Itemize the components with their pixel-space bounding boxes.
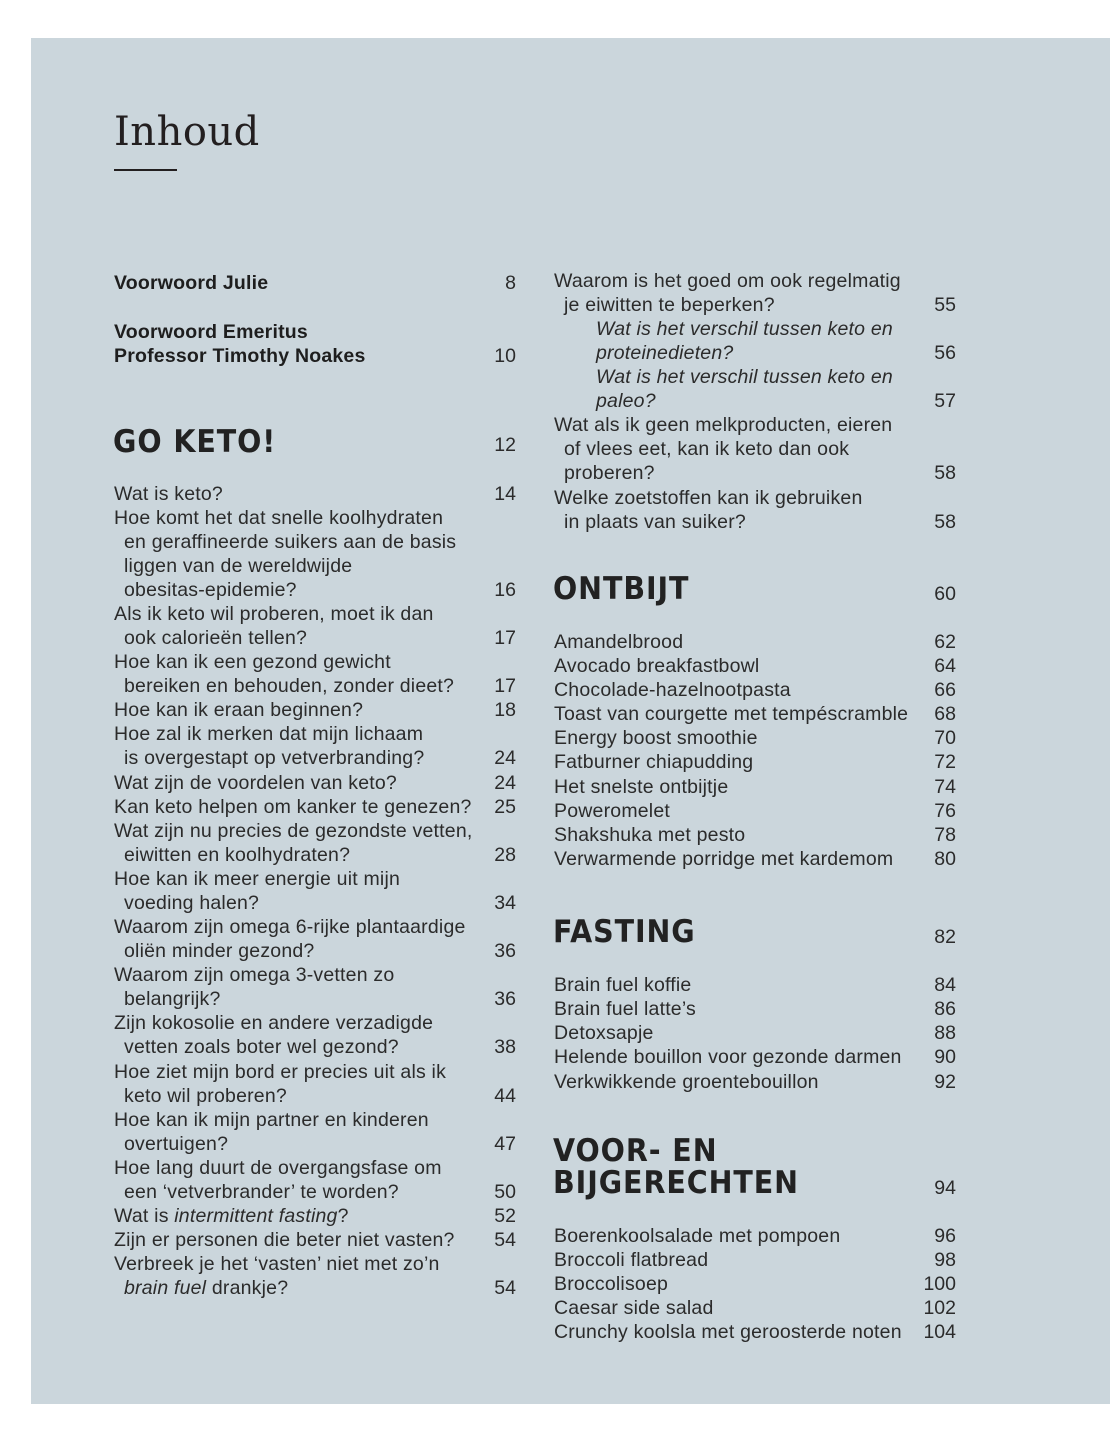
- section-heading-go-keto[interactable]: GO KETO!: [113, 424, 277, 460]
- page-number: 58: [934, 462, 956, 484]
- page-number: 58: [934, 511, 956, 533]
- toc-entry[interactable]: Waarom zijn omega 6-rijke plantaardige: [114, 916, 466, 938]
- page-number: 47: [494, 1133, 516, 1155]
- page-number: 36: [494, 940, 516, 962]
- page-number: 70: [934, 727, 956, 749]
- page-number: 84: [934, 974, 956, 996]
- recipe-item[interactable]: Het snelste ontbijtje: [554, 776, 729, 798]
- page-number: 12: [494, 434, 516, 456]
- section-heading-ontbijt[interactable]: ONTBIJT: [553, 571, 690, 607]
- page-number: 24: [494, 747, 516, 769]
- recipe-item[interactable]: Amandelbrood: [554, 631, 684, 653]
- page-number: 8: [505, 272, 516, 294]
- recipe-item[interactable]: Verkwikkende groentebouillon: [554, 1071, 819, 1093]
- page-number: 96: [934, 1225, 956, 1247]
- toc-entry[interactable]: Wat als ik geen melkproducten, eieren: [554, 414, 893, 436]
- page-number: 25: [494, 796, 516, 818]
- page-number: 100: [923, 1273, 956, 1295]
- section-heading-fasting[interactable]: FASTING: [553, 914, 696, 950]
- page-number: 98: [934, 1249, 956, 1271]
- recipe-item[interactable]: Boerenkoolsalade met pompoen: [554, 1225, 841, 1247]
- page-number: 62: [934, 631, 956, 653]
- recipe-item[interactable]: Energy boost smoothie: [554, 727, 758, 749]
- recipe-item[interactable]: Brain fuel latte’s: [554, 998, 696, 1020]
- page-number: 88: [934, 1022, 956, 1044]
- toc-entry-cont[interactable]: is overgestapt op vetverbranding?: [124, 747, 425, 769]
- toc-entry[interactable]: Wat zijn nu precies de gezondste vetten,: [114, 820, 473, 842]
- toc-entry-cont[interactable]: proberen?: [564, 462, 655, 484]
- page-number: 36: [494, 988, 516, 1010]
- recipe-item[interactable]: Shakshuka met pesto: [554, 824, 746, 846]
- toc-entry-cont[interactable]: bereiken en behouden, zonder dieet?: [124, 675, 455, 697]
- page-number: 56: [934, 342, 956, 364]
- page-number: 18: [494, 699, 516, 721]
- toc-entry[interactable]: Hoe lang duurt de overgangsfase om: [114, 1157, 442, 1179]
- toc-entry-cont[interactable]: overtuigen?: [124, 1133, 229, 1155]
- toc-entry[interactable]: Hoe zal ik merken dat mijn lichaam: [114, 723, 424, 745]
- page-number: 92: [934, 1071, 956, 1093]
- page-number: 52: [494, 1205, 516, 1227]
- page-number: 72: [934, 751, 956, 773]
- toc-entry-cont[interactable]: liggen van de wereldwijde: [124, 555, 353, 577]
- recipe-item[interactable]: Crunchy koolsla met geroosterde noten: [554, 1321, 902, 1343]
- page-number: 54: [494, 1229, 516, 1251]
- page-number: 104: [923, 1321, 956, 1343]
- toc-entry[interactable]: Kan keto helpen om kanker te genezen?: [114, 796, 472, 818]
- toc-entry[interactable]: Hoe kan ik mijn partner en kinderen: [114, 1109, 429, 1131]
- toc-entry-text-italic: intermittent fasting: [174, 1205, 338, 1227]
- title-underline: [114, 169, 177, 171]
- toc-entry[interactable]: Hoe kan ik eraan beginnen?: [114, 699, 364, 721]
- page-number: 55: [934, 294, 956, 316]
- toc-entry-cont[interactable]: en geraffineerde suikers aan de basis: [124, 531, 457, 553]
- toc-entry[interactable]: Verbreek je het ‘vasten’ niet met zo’n: [114, 1253, 440, 1275]
- toc-entry[interactable]: Zijn er personen die beter niet vasten?: [114, 1229, 455, 1251]
- recipe-item[interactable]: Fatburner chiapudding: [554, 751, 754, 773]
- recipe-item[interactable]: Detoxsapje: [554, 1022, 654, 1044]
- toc-entry[interactable]: Waarom zijn omega 3-vetten zo: [114, 964, 395, 986]
- toc-subentry-cont[interactable]: paleo?: [596, 390, 656, 412]
- page-number: 78: [934, 824, 956, 846]
- recipe-item[interactable]: Caesar side salad: [554, 1297, 714, 1319]
- toc-entry[interactable]: Hoe ziet mijn bord er precies uit als ik: [114, 1061, 447, 1083]
- section-heading-voor-en-bijgerechten[interactable]: VOOR- EN: [553, 1133, 718, 1169]
- toc-entry-cont[interactable]: obesitas-epidemie?: [124, 579, 297, 601]
- toc-entry-text: Wat is: [114, 1205, 175, 1227]
- toc-entry[interactable]: Welke zoetstoffen kan ik gebruiken: [554, 487, 863, 509]
- recipe-item[interactable]: Broccoli flatbread: [554, 1249, 709, 1271]
- page-number: 10: [494, 345, 516, 367]
- toc-entry[interactable]: Als ik keto wil proberen, moet ik dan: [114, 603, 434, 625]
- toc-entry[interactable]: Hoe kan ik een gezond gewicht: [114, 651, 391, 673]
- recipe-item[interactable]: Brain fuel koffie: [554, 974, 692, 996]
- toc-entry-cont[interactable]: in plaats van suiker?: [564, 511, 746, 533]
- page-number: 102: [923, 1297, 956, 1319]
- recipe-item[interactable]: Chocolade-hazelnootpasta: [554, 679, 791, 701]
- page-number: 14: [494, 483, 516, 505]
- toc-entry[interactable]: Wat zijn de voordelen van keto?: [114, 772, 397, 794]
- page-number: 68: [934, 703, 956, 725]
- toc-entry-cont[interactable]: een ‘vetverbrander’ te worden?: [124, 1181, 399, 1203]
- toc-entry-cont[interactable]: eiwitten en koolhydraten?: [124, 844, 351, 866]
- page-number: 54: [494, 1277, 516, 1299]
- page-number: 80: [934, 848, 956, 870]
- recipe-item[interactable]: Avocado breakfastbowl: [554, 655, 760, 677]
- page-number: 64: [934, 655, 956, 677]
- page-number: 66: [934, 679, 956, 701]
- page-number: 24: [494, 772, 516, 794]
- page-number: 17: [494, 627, 516, 649]
- page-number: 86: [934, 998, 956, 1020]
- toc-entry[interactable]: Hoe komt het dat snelle koolhydraten: [114, 507, 444, 529]
- page-number: 82: [934, 926, 956, 948]
- page-number: 16: [494, 579, 516, 601]
- toc-entry[interactable]: Wat is keto?: [114, 483, 223, 505]
- recipe-item[interactable]: Toast van courgette met tempéscramble: [554, 703, 909, 725]
- toc-entry-cont[interactable]: je eiwitten te beperken?: [564, 294, 775, 316]
- toc-entry-text: ?: [337, 1205, 349, 1227]
- page-number: 38: [494, 1036, 516, 1058]
- toc-entry-cont[interactable]: [124, 1276, 288, 1300]
- recipe-item[interactable]: Poweromelet: [554, 800, 671, 822]
- toc-entry[interactable]: Waarom is het goed om ook regelmatig: [554, 270, 901, 292]
- toc-subentry[interactable]: Wat is het verschil tussen keto en: [596, 318, 893, 340]
- toc-entry-cont[interactable]: ook calorieën tellen?: [124, 627, 308, 649]
- toc-entry-cont[interactable]: belangrijk?: [124, 988, 221, 1010]
- toc-subentry-cont[interactable]: proteinedieten?: [596, 342, 734, 364]
- page-number: 17: [494, 675, 516, 697]
- page-number: 44: [494, 1085, 516, 1107]
- toc-entry-voorwoord-julie[interactable]: Voorwoord Julie: [114, 272, 269, 294]
- page-number: 34: [494, 892, 516, 914]
- page-title: Inhoud: [114, 109, 260, 155]
- toc-entry-cont[interactable]: oliën minder gezond?: [124, 940, 315, 962]
- page-number: 50: [494, 1181, 516, 1203]
- page-number: 76: [934, 800, 956, 822]
- toc-entry-cont[interactable]: vetten zoals boter wel gezond?: [124, 1036, 399, 1058]
- toc-subentry[interactable]: Wat is het verschil tussen keto en: [596, 366, 893, 388]
- page-number: 28: [494, 844, 516, 866]
- toc-entry-text-italic: brain fuel: [124, 1277, 207, 1299]
- toc-entry[interactable]: [114, 1204, 349, 1228]
- section-heading-voor-en-bijgerechten-line2[interactable]: BIJGERECHTEN: [553, 1165, 799, 1201]
- toc-entry[interactable]: Zijn kokosolie en andere verzadigde: [114, 1012, 434, 1034]
- page-number: 90: [934, 1046, 956, 1068]
- toc-entry-cont[interactable]: keto wil proberen?: [124, 1085, 287, 1107]
- page-number: 74: [934, 776, 956, 798]
- toc-entry-voorwoord-noakes[interactable]: Voorwoord Emeritus: [114, 321, 308, 343]
- page-number: 60: [934, 583, 956, 605]
- recipe-item[interactable]: Verwarmende porridge met kardemom: [554, 848, 894, 870]
- page-number: 57: [934, 390, 956, 412]
- toc-entry-voorwoord-noakes-line2[interactable]: Professor Timothy Noakes: [114, 345, 366, 367]
- recipe-item[interactable]: Helende bouillon voor gezonde darmen: [554, 1046, 902, 1068]
- toc-entry-text: drankje?: [206, 1277, 289, 1299]
- page-number: 94: [934, 1177, 956, 1199]
- recipe-item[interactable]: Broccolisoep: [554, 1273, 669, 1295]
- toc-entry-cont[interactable]: voeding halen?: [124, 892, 260, 914]
- toc-entry-cont[interactable]: of vlees eet, kan ik keto dan ook: [564, 438, 850, 460]
- toc-entry[interactable]: Hoe kan ik meer energie uit mijn: [114, 868, 401, 890]
